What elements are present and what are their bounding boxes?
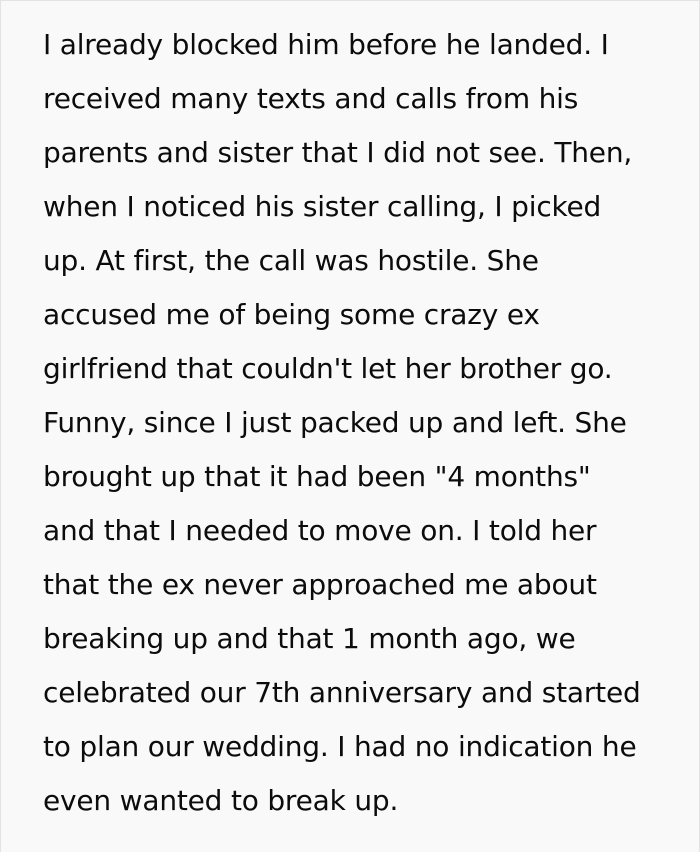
quote-line: I already blocked him before he landed. I	[43, 28, 609, 61]
quote-line: even wanted to break up.	[43, 784, 399, 817]
quote-line: accused me of being some crazy ex	[43, 298, 540, 331]
quote-line: and that I needed to move on. I told her	[43, 514, 597, 547]
quote-line: when I noticed his sister calling, I picked	[43, 190, 602, 223]
quote-line: celebrated our 7th anniversary and started	[43, 676, 641, 709]
quote-line: that the ex never approached me about	[43, 568, 597, 601]
quote-line: parents and sister that I did not see. Then,	[43, 136, 633, 169]
quote-line: to plan our wedding. I had no indication he	[43, 730, 637, 763]
quote-line: received many texts and calls from his	[43, 82, 579, 115]
quote-line: Funny, since I just packed up and left. She	[43, 406, 627, 439]
quote-line: brought up that it had been "4 months"	[43, 460, 591, 493]
quote-line: breaking up and that 1 month ago, we	[43, 622, 576, 655]
quote-line: up. At first, the call was hostile. She	[43, 244, 539, 277]
quote-line: girlfriend that couldn't let her brother go.	[43, 352, 613, 385]
